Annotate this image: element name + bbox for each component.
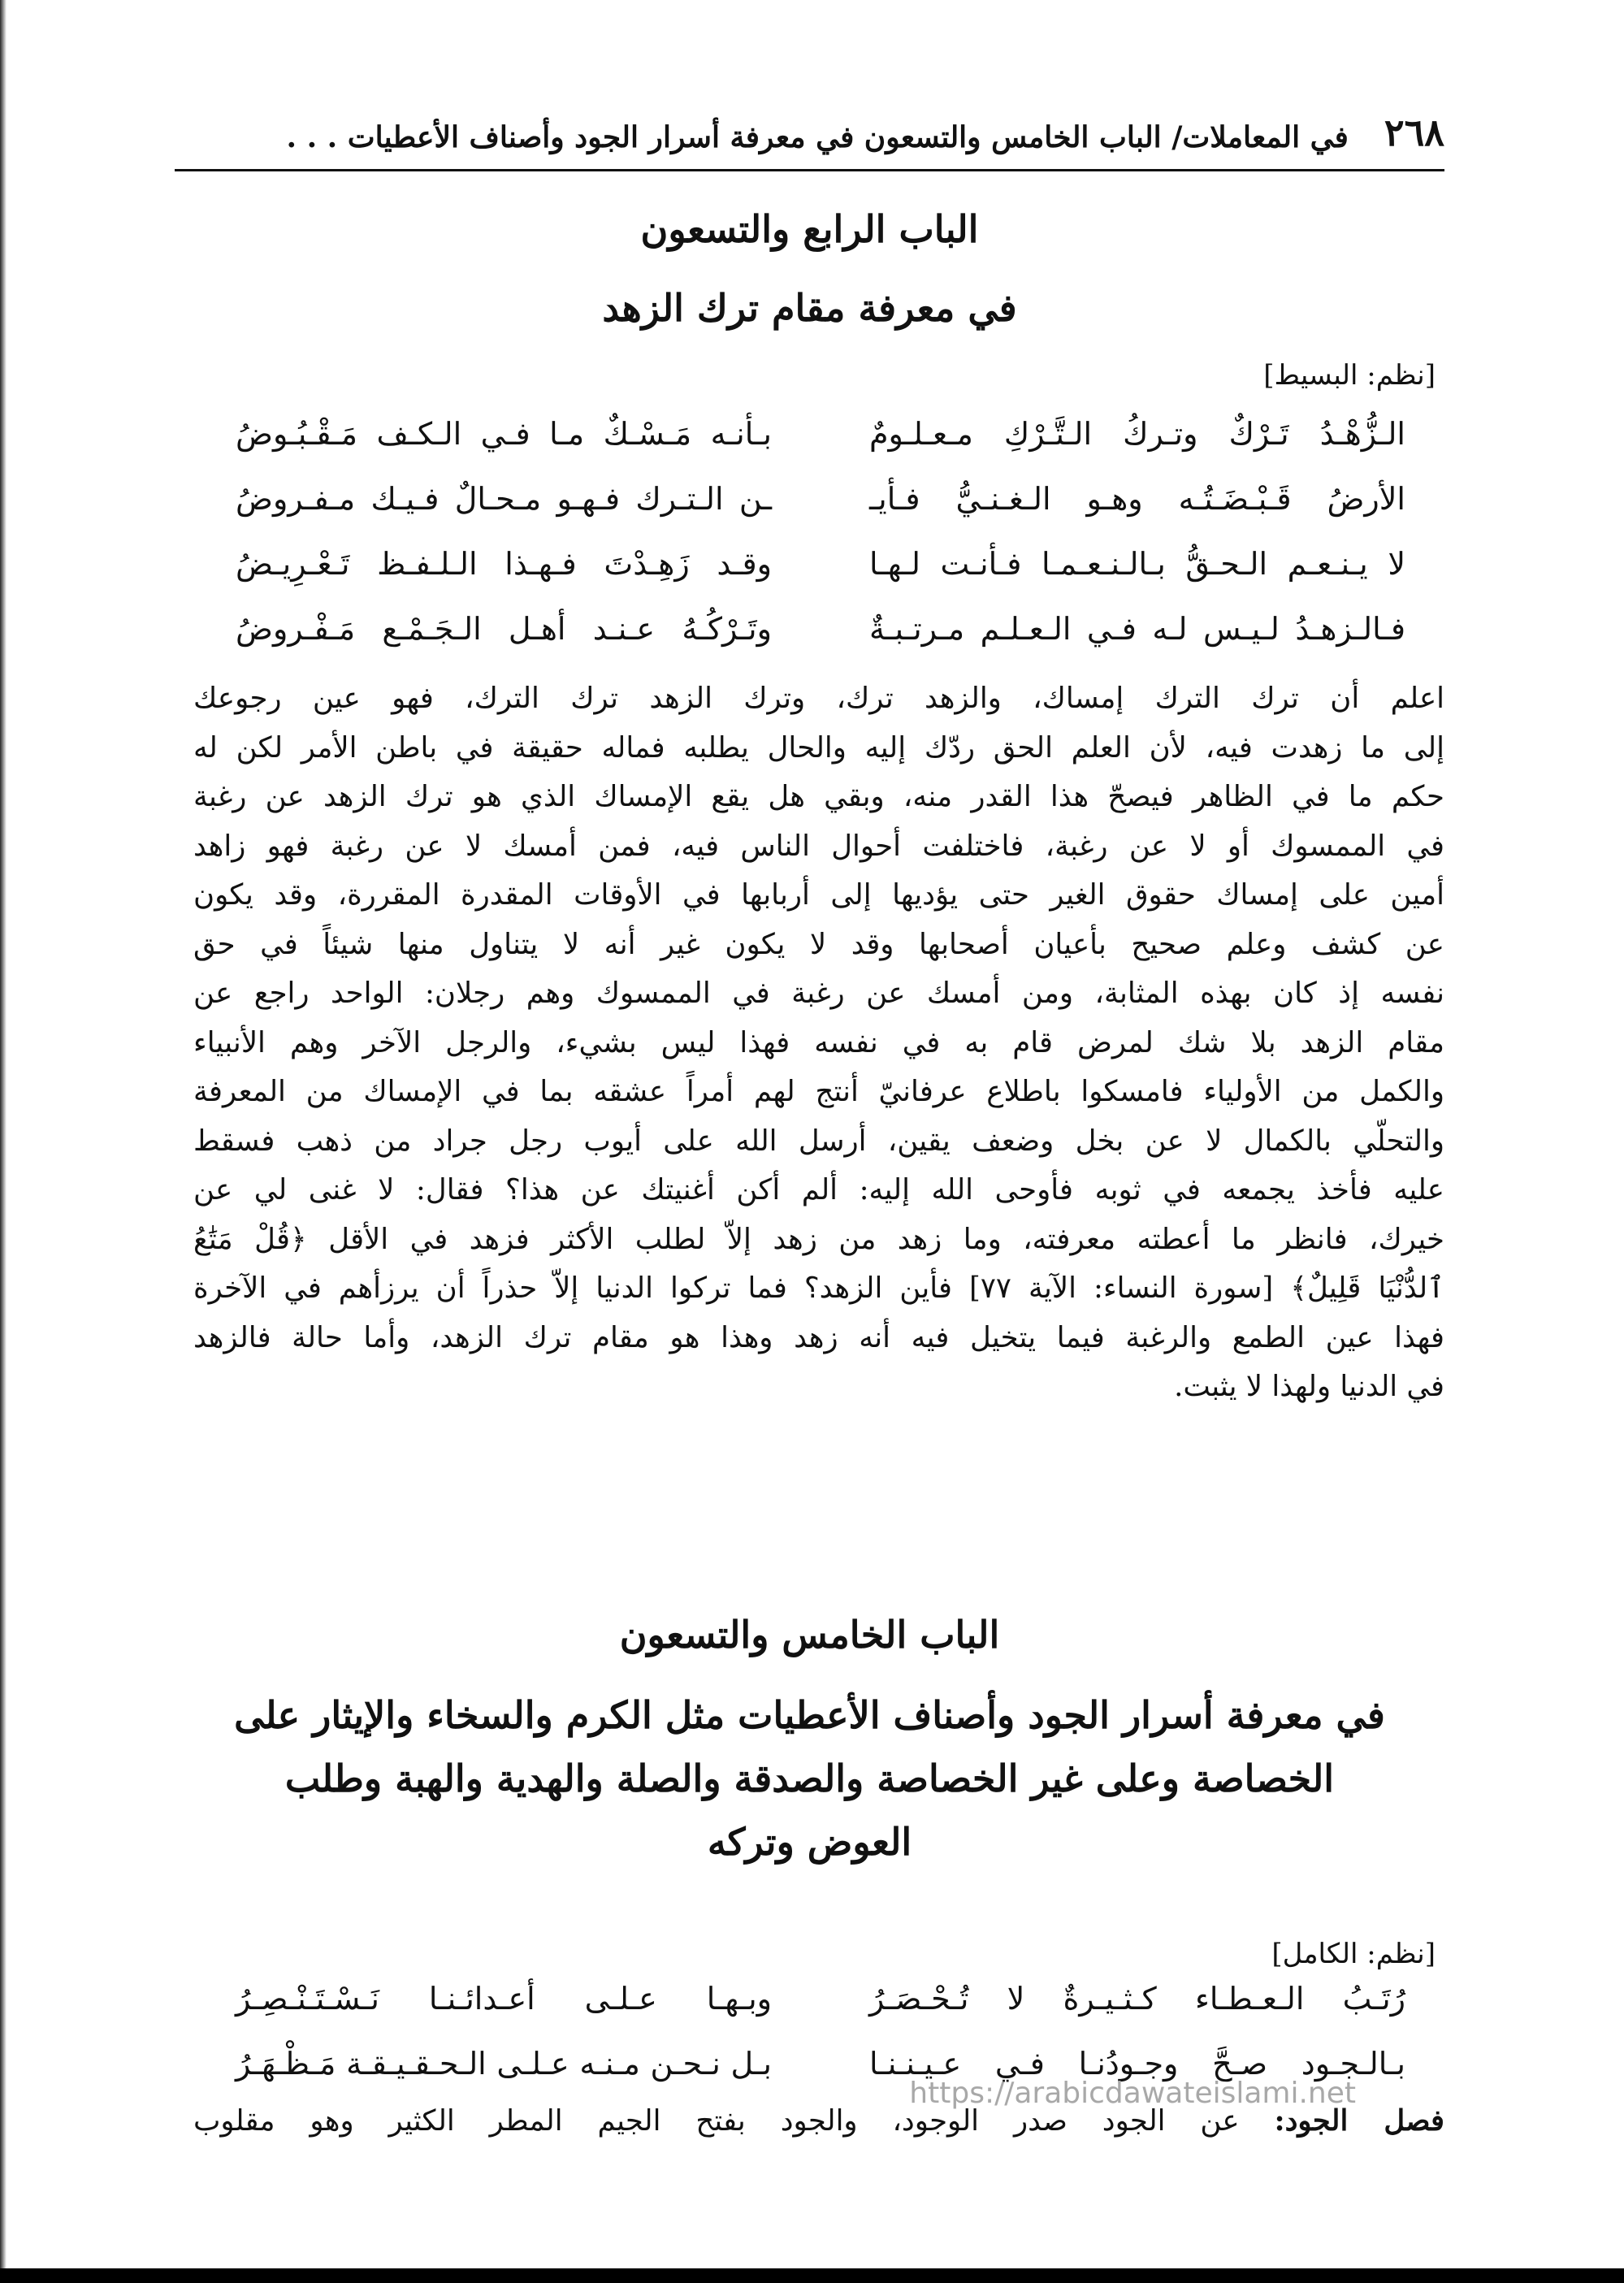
section-text: عن الجود صدر الوجود، والجود بفتح الجيم المطر الكثير وهو مقلوب bbox=[193, 2104, 1275, 2138]
section-label: فصل الجود: bbox=[1274, 2104, 1444, 2138]
verse-first-hemistich: بـالـجـود صـحَّ وجـودُنـا فـي عـيـنـنـا bbox=[869, 2046, 1405, 2082]
body-line: عن كشف وعلم صحيح بأعيان أصحابها وقد لا يكون غير أنه لا يتناول منها شيئاً في حق bbox=[193, 927, 1444, 961]
chapter-95-meter: [نظم: الكامل] bbox=[1271, 1938, 1436, 1970]
body-line: اعلم أن ترك الترك إمساك، والزهد ترك، وترك الزهد ترك الترك، فهو عين رجوعك bbox=[193, 682, 1444, 715]
body-line: نفسه إذ كان بهذه المثابة، ومن أمسك عن رغبة في الممسوك وهم رجلان: الواحد راجع عن bbox=[193, 977, 1444, 1010]
page-number: ٢٦٨ bbox=[1384, 110, 1444, 154]
body-line: مقام الزهد بلا شك لمرض قام به في نفسه فهذا ليس بشيء، والرجل الآخر وهم الأنبياء bbox=[193, 1025, 1444, 1059]
verse-first-hemistich: رُتَـبُ الـعـطـاء كـثـيـرةٌ لا تُـحْـصَـرُ bbox=[869, 1981, 1405, 2017]
verse-first-hemistich: فـالـزهـدُ لـيـس لـه فـي الـعـلـم مـرتـبـةٌ bbox=[869, 611, 1405, 647]
body-line: إلى ما زهدت فيه، لأن العلم الحق ردّك إليه والحال يطلبه فماله حقيقة في باطن الأمر لكن له bbox=[193, 730, 1444, 765]
verse-line bbox=[236, 546, 1405, 595]
body-line: حكم ما في الظاهر فيصحّ هذا القدر منه، وبقي هل يقع الإمساك الذي هو ترك الزهد عن رغبة bbox=[193, 780, 1444, 813]
chapter-94-meter: [نظم: البسيط] bbox=[1263, 359, 1436, 392]
body-line: خيرك، فانظر ما أعطته معرفته، وما زهد من زهد إلاّ لطلب الأكثر فزهد في الأقل ﴿قُلْ مَتَٰعُ bbox=[193, 1222, 1444, 1256]
page-edge-shadow bbox=[0, 0, 6, 2283]
chapter-94-subtitle: في معرفة مقام ترك الزهد bbox=[602, 286, 1017, 330]
verse-second-hemistich: بـأنـه مَـسْـكٌ مـا فـي الـكـف مَـقْـبُـوضُ bbox=[236, 416, 772, 452]
chapter-95-title: الباب الخامس والتسعون bbox=[619, 1613, 1000, 1657]
verse-second-hemistich: ـن الـتـرك فـهـو مـحـالٌ فـيـك مـفـروضُ bbox=[236, 481, 772, 517]
verse-second-hemistich: وقـد زَهِـدْتَ فـهـذا الـلـفـظ تَـعْـرِيـضُ bbox=[236, 546, 772, 582]
verse-line bbox=[236, 611, 1405, 660]
scan-bottom-edge bbox=[0, 2268, 1624, 2283]
verse-line bbox=[236, 1981, 1405, 2030]
running-header bbox=[175, 97, 1444, 154]
verse-line bbox=[236, 481, 1405, 530]
chapter-94-body bbox=[193, 674, 1444, 1412]
verse-second-hemistich: وبـهـا عـلـى أعـدائـنـا نَـسْـتَـنْـصِـرُ bbox=[236, 1981, 772, 2017]
header-divider bbox=[175, 169, 1444, 171]
chapter-95-subtitle-line: العوض وتركه bbox=[707, 1820, 912, 1864]
watermark-url: https://arabicdawateislami.net bbox=[909, 2077, 1356, 2110]
body-line: فهذا عين الطمع والرغبة فيما يتخيل فيه أنه زهد وهذا هو مقام ترك الزهد، وأما حالة فالزهد bbox=[193, 1320, 1444, 1354]
body-line: في الممسوك أو لا عن رغبة، فاختلفت أحوال الناس فيه، فمن أمسك لا عن رغبة فهو زاهد bbox=[193, 829, 1444, 863]
body-line: والكمل من الأولياء فامسكوا باطلاع عرفانيّ أنتج لهم أمراً عشقه بما في الإمساك من المعرفة bbox=[193, 1075, 1444, 1108]
chapter-95-subtitle bbox=[187, 1683, 1432, 1874]
chapter-95-subtitle-line: في معرفة أسرار الجود وأصناف الأعطيات مثل الكرم والسخاء والإيثار على bbox=[234, 1693, 1385, 1737]
verse-line bbox=[236, 416, 1405, 465]
body-line: عليه فأخذ يجمعه في ثوبه فأوحى الله إليه: ألم أكن أغنيتك عن هذا؟ فقال: لا غنى لي عن bbox=[193, 1173, 1444, 1206]
verse-first-hemistich: الـزُّهْـدُ تَـرْكٌ وتـركُ الـتَّـرْكِ مـعـلـومٌ bbox=[869, 416, 1405, 452]
chapter-94-title: الباب الرابع والتسعون bbox=[640, 207, 979, 251]
body-line: والتحلّي بالكمال لا عن بخل وضعف يقين، أرسل الله على أيوب رجل جراد من ذهب فسقط bbox=[193, 1124, 1444, 1158]
body-line: ٱلدُّنْيَا قَلِيلٌ﴾ [سورة النساء: الآية ٧٧] فأين الزهد؟ فما تركوا الدنيا إلاّ حذراً أن يرزأهم في الآخرة bbox=[193, 1271, 1445, 1305]
chapter-95-subtitle-line: الخصاصة وعلى غير الخصاصة والصدقة والصلة والهدية والهبة وطلب bbox=[284, 1757, 1335, 1800]
body-line: في الدنيا ولهذا لا يثبت. bbox=[1174, 1370, 1444, 1403]
verse-second-hemistich: بـل نـحـن مـنـه عـلـى الـحـقـيـقـة مَـظْـهَـرُ bbox=[236, 2046, 772, 2082]
running-title: في المعاملات/ الباب الخامس والتسعون في معرفة أسرار الجود وأصناف الأعطيات . . . bbox=[286, 120, 1349, 154]
body-line: أمين على إمساك حقوق الغير حتى يؤديها إلى أربابها في الأوقات المقدرة المقررة، وقد يكون bbox=[193, 878, 1444, 912]
verse-first-hemistich: لا يـنـعـم الـحـقُّ بـالـنـعـمـا فـأنـت لـهـا bbox=[869, 546, 1405, 582]
verse-second-hemistich: وتَـرْكُـهُ عـنـد أهـل الـجَـمْـع مَـفْـروضُ bbox=[236, 611, 772, 647]
verse-first-hemistich: الأرضُ قَـبْـضَـتُـه وهـو الـغـنـيُّ فـأيـ bbox=[869, 481, 1405, 517]
